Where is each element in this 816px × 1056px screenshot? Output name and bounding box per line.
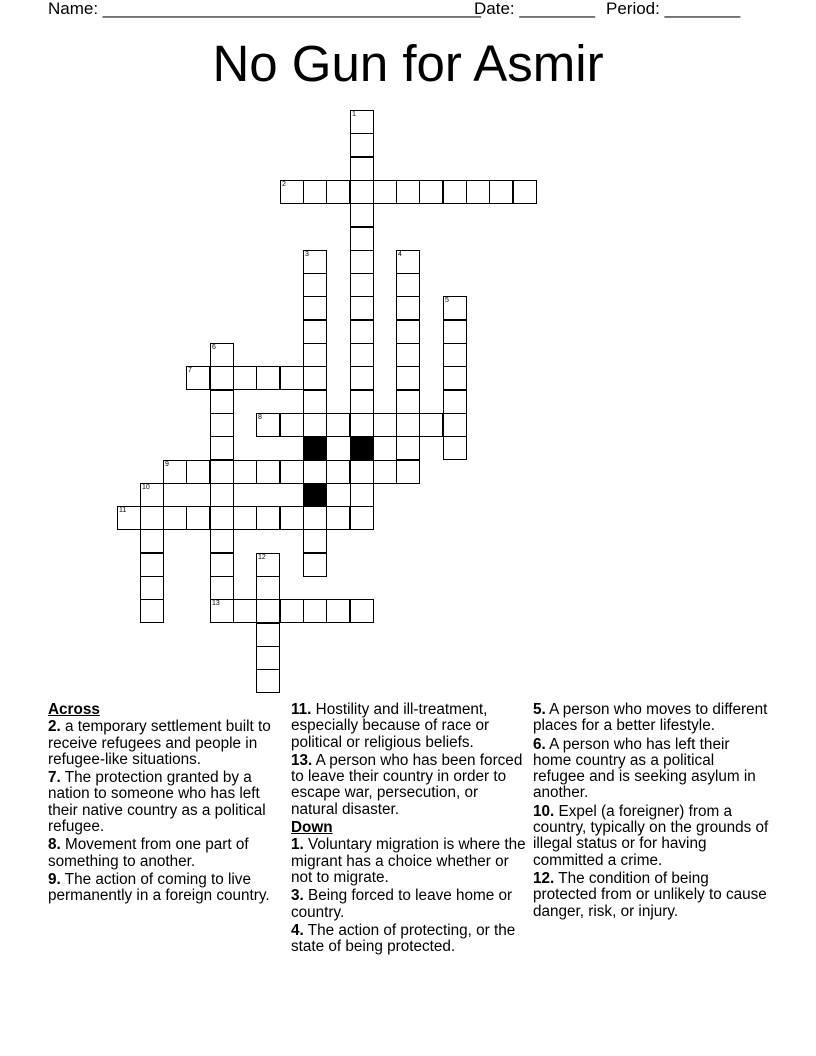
clue-item-text: Movement from one part of something to another. bbox=[48, 836, 249, 870]
clue-item bbox=[533, 737, 769, 802]
clue-item-text: Voluntary migration is where the migrant has a choice whether or not to migrate. bbox=[291, 836, 526, 886]
grid-cell[interactable] bbox=[326, 413, 350, 437]
grid-cell[interactable] bbox=[303, 343, 327, 367]
grid-cell[interactable] bbox=[140, 576, 164, 600]
grid-cell[interactable] bbox=[210, 483, 234, 507]
grid-cell[interactable] bbox=[350, 413, 374, 437]
grid-cell[interactable] bbox=[350, 296, 374, 320]
grid-cell[interactable] bbox=[303, 460, 327, 484]
grid-cell[interactable] bbox=[443, 413, 467, 437]
clue-item-text: A person who has left their home country as a political refugee and is seeking asylum in another. bbox=[533, 735, 756, 802]
grid-cell[interactable] bbox=[303, 250, 327, 274]
grid-cell[interactable] bbox=[350, 343, 374, 367]
grid-cell[interactable] bbox=[396, 250, 420, 274]
grid-cell[interactable] bbox=[466, 180, 490, 204]
clue-item-text: Hostility and ill-treatment, especially because of race or political or religious beliefs. bbox=[291, 701, 490, 751]
grid-cell[interactable] bbox=[350, 157, 374, 181]
clue-item-text: The action of protecting, or the state of being protected. bbox=[291, 921, 516, 956]
grid-cell[interactable] bbox=[326, 180, 350, 204]
grid-cell[interactable] bbox=[210, 529, 234, 553]
grid-cell[interactable] bbox=[210, 506, 234, 530]
clue-item bbox=[533, 871, 769, 920]
clue-item-number: 10. bbox=[533, 802, 555, 820]
grid-cell[interactable] bbox=[303, 599, 327, 623]
grid-cell[interactable] bbox=[280, 460, 304, 484]
clue-item-number: 13. bbox=[291, 751, 313, 769]
grid-cell[interactable] bbox=[396, 460, 420, 484]
grid-cell[interactable] bbox=[140, 506, 164, 530]
grid-cell[interactable] bbox=[303, 553, 327, 577]
clue-item-number: 4. bbox=[291, 921, 304, 939]
grid-cell[interactable] bbox=[513, 180, 537, 204]
grid-cell[interactable] bbox=[256, 646, 280, 670]
clue-item-text: A person who moves to different places for a better lifestyle. bbox=[533, 701, 768, 735]
grid-cell[interactable] bbox=[256, 460, 280, 484]
grid-cell[interactable] bbox=[303, 390, 327, 414]
clue-item bbox=[533, 702, 769, 735]
clue-item bbox=[291, 702, 527, 751]
date-line[interactable]: Date: ________ bbox=[474, 0, 595, 18]
grid-cell[interactable] bbox=[350, 180, 374, 204]
period-line[interactable]: Period: ________ bbox=[606, 0, 741, 18]
grid-cell[interactable] bbox=[350, 483, 374, 507]
grid-cell[interactable] bbox=[350, 227, 374, 251]
grid-cell[interactable] bbox=[140, 599, 164, 623]
clue-item-number: 9. bbox=[48, 870, 61, 888]
grid-cell[interactable] bbox=[140, 483, 164, 507]
clue-item-text: Being forced to leave home or country. bbox=[291, 887, 513, 921]
clue-number: 8 bbox=[258, 414, 262, 421]
grid-cell[interactable] bbox=[303, 529, 327, 553]
grid-cell[interactable] bbox=[163, 506, 187, 530]
clue-number: 4 bbox=[398, 251, 402, 258]
grid-cell[interactable] bbox=[303, 366, 327, 390]
clues-column-3 bbox=[533, 702, 769, 922]
black-square bbox=[303, 436, 327, 460]
grid-cell[interactable] bbox=[396, 390, 420, 414]
grid-cell[interactable] bbox=[303, 320, 327, 344]
down-heading: Down bbox=[291, 819, 333, 837]
clue-item-number: 6. bbox=[533, 735, 546, 753]
clue-item-number: 3. bbox=[291, 887, 304, 905]
grid-cell[interactable] bbox=[210, 599, 234, 623]
clue-item bbox=[291, 753, 527, 818]
grid-cell[interactable] bbox=[233, 366, 257, 390]
grid-cell[interactable] bbox=[256, 599, 280, 623]
grid-cell[interactable] bbox=[210, 366, 234, 390]
clue-item-text: The protection granted by a nation to someone who has left their native country as a political refugee. bbox=[48, 769, 266, 836]
clue-number: 5 bbox=[445, 297, 449, 304]
grid-cell[interactable] bbox=[326, 506, 350, 530]
grid-cell[interactable] bbox=[210, 390, 234, 414]
grid-cell[interactable] bbox=[396, 273, 420, 297]
clue-item bbox=[48, 770, 284, 835]
grid-cell[interactable] bbox=[396, 366, 420, 390]
grid-cell[interactable] bbox=[350, 506, 374, 530]
grid-cell[interactable] bbox=[256, 366, 280, 390]
clue-item-text: The condition of being protected from or unlikely to cause danger, risk, or injury. bbox=[533, 869, 767, 920]
clue-number: 3 bbox=[305, 251, 309, 258]
grid-cell[interactable] bbox=[443, 320, 467, 344]
grid-cell[interactable] bbox=[373, 180, 397, 204]
clue-number: 10 bbox=[142, 484, 150, 491]
grid-cell[interactable] bbox=[140, 529, 164, 553]
grid-cell[interactable] bbox=[280, 506, 304, 530]
grid-cell[interactable] bbox=[280, 413, 304, 437]
clue-number: 13 bbox=[212, 600, 220, 607]
clues-column-1 bbox=[48, 702, 284, 907]
clue-number: 2 bbox=[282, 181, 286, 188]
grid-cell[interactable] bbox=[117, 506, 141, 530]
grid-cell[interactable] bbox=[256, 553, 280, 577]
clue-number: 7 bbox=[188, 367, 192, 374]
grid-cell[interactable] bbox=[256, 506, 280, 530]
grid-cell[interactable] bbox=[280, 366, 304, 390]
clue-number: 6 bbox=[212, 344, 216, 351]
grid-cell[interactable] bbox=[303, 413, 327, 437]
grid-cell[interactable] bbox=[443, 436, 467, 460]
grid-cell[interactable] bbox=[396, 413, 420, 437]
clue-item-text: The action of coming to live permanently in a foreign country. bbox=[48, 870, 270, 905]
grid-cell[interactable] bbox=[350, 460, 374, 484]
grid-cell[interactable] bbox=[210, 460, 234, 484]
grid-cell[interactable] bbox=[303, 296, 327, 320]
grid-cell[interactable] bbox=[350, 110, 374, 134]
clue-item bbox=[291, 837, 527, 886]
grid-cell[interactable] bbox=[350, 133, 374, 157]
grid-cell[interactable] bbox=[443, 180, 467, 204]
grid-cell[interactable] bbox=[396, 296, 420, 320]
grid-cell[interactable] bbox=[443, 366, 467, 390]
clue-item bbox=[48, 872, 284, 905]
grid-cell[interactable] bbox=[373, 460, 397, 484]
across-heading: Across bbox=[48, 701, 100, 718]
clue-item-number: 8. bbox=[48, 836, 61, 854]
grid-cell[interactable] bbox=[419, 180, 443, 204]
grid-cell[interactable] bbox=[186, 460, 210, 484]
grid-cell[interactable] bbox=[489, 180, 513, 204]
grid-cell[interactable] bbox=[210, 553, 234, 577]
grid-cell[interactable] bbox=[256, 576, 280, 600]
grid-cell[interactable] bbox=[350, 250, 374, 274]
clue-item-number: 7. bbox=[48, 769, 61, 787]
clue-item-text: Expel (a foreigner) from a country, typically on the grounds of illegal status or for having committed a crime. bbox=[533, 802, 769, 869]
grid-cell[interactable] bbox=[280, 599, 304, 623]
grid-cell[interactable] bbox=[210, 576, 234, 600]
grid-cell[interactable] bbox=[350, 320, 374, 344]
grid-cell[interactable] bbox=[163, 460, 187, 484]
black-square bbox=[303, 483, 327, 507]
grid-cell[interactable] bbox=[396, 343, 420, 367]
grid-cell[interactable] bbox=[396, 436, 420, 460]
clue-item-text: A person who has been forced to leave their country in order to escape war, persecution, or natural disaster. bbox=[291, 751, 523, 818]
grid-cell[interactable] bbox=[303, 506, 327, 530]
grid-cell[interactable] bbox=[350, 273, 374, 297]
grid-cell[interactable] bbox=[210, 413, 234, 437]
grid-cell[interactable] bbox=[233, 460, 257, 484]
grid-cell[interactable] bbox=[140, 553, 164, 577]
grid-cell[interactable] bbox=[280, 180, 304, 204]
grid-cell[interactable] bbox=[419, 413, 443, 437]
grid-cell[interactable] bbox=[303, 273, 327, 297]
grid-cell[interactable] bbox=[256, 413, 280, 437]
grid-cell[interactable] bbox=[186, 366, 210, 390]
grid-cell[interactable] bbox=[350, 599, 374, 623]
clue-item bbox=[533, 804, 769, 869]
grid-cell[interactable] bbox=[350, 390, 374, 414]
grid-cell[interactable] bbox=[326, 599, 350, 623]
grid-cell[interactable] bbox=[210, 343, 234, 367]
clue-item-number: 5. bbox=[533, 701, 546, 718]
clue-item bbox=[291, 923, 527, 956]
clue-number: 1 bbox=[352, 111, 356, 118]
grid-cell[interactable] bbox=[443, 296, 467, 320]
grid-cell[interactable] bbox=[350, 203, 374, 227]
clue-item-text: a temporary settlement built to receive refugees and people in refugee-like situations. bbox=[48, 718, 271, 768]
clue-number: 12 bbox=[258, 554, 266, 561]
clue-item-number: 2. bbox=[48, 718, 61, 736]
name-line[interactable]: Name: ________________________________________ bbox=[48, 0, 481, 18]
grid-cell[interactable] bbox=[303, 180, 327, 204]
grid-cell[interactable] bbox=[326, 460, 350, 484]
clue-item bbox=[291, 888, 527, 921]
grid-cell[interactable] bbox=[350, 366, 374, 390]
clue-number: 11 bbox=[119, 507, 127, 514]
clue-item-number: 12. bbox=[533, 869, 555, 887]
clue-item bbox=[48, 719, 284, 768]
grid-cell[interactable] bbox=[256, 623, 280, 647]
grid-cell[interactable] bbox=[233, 599, 257, 623]
clue-number: 9 bbox=[165, 461, 169, 468]
clues-column-2 bbox=[291, 702, 527, 957]
grid-cell[interactable] bbox=[443, 390, 467, 414]
grid-cell[interactable] bbox=[373, 413, 397, 437]
clue-item-number: 1. bbox=[291, 836, 304, 854]
grid-cell[interactable] bbox=[186, 506, 210, 530]
grid-cell[interactable] bbox=[210, 436, 234, 460]
grid-cell[interactable] bbox=[256, 669, 280, 693]
black-square bbox=[350, 436, 374, 460]
clue-item-number: 11. bbox=[291, 701, 312, 718]
clue-item bbox=[48, 837, 284, 870]
grid-cell[interactable] bbox=[396, 320, 420, 344]
puzzle-title: No Gun for Asmir bbox=[212, 35, 604, 92]
grid-cell[interactable] bbox=[443, 343, 467, 367]
grid-cell[interactable] bbox=[233, 506, 257, 530]
grid-cell[interactable] bbox=[396, 180, 420, 204]
